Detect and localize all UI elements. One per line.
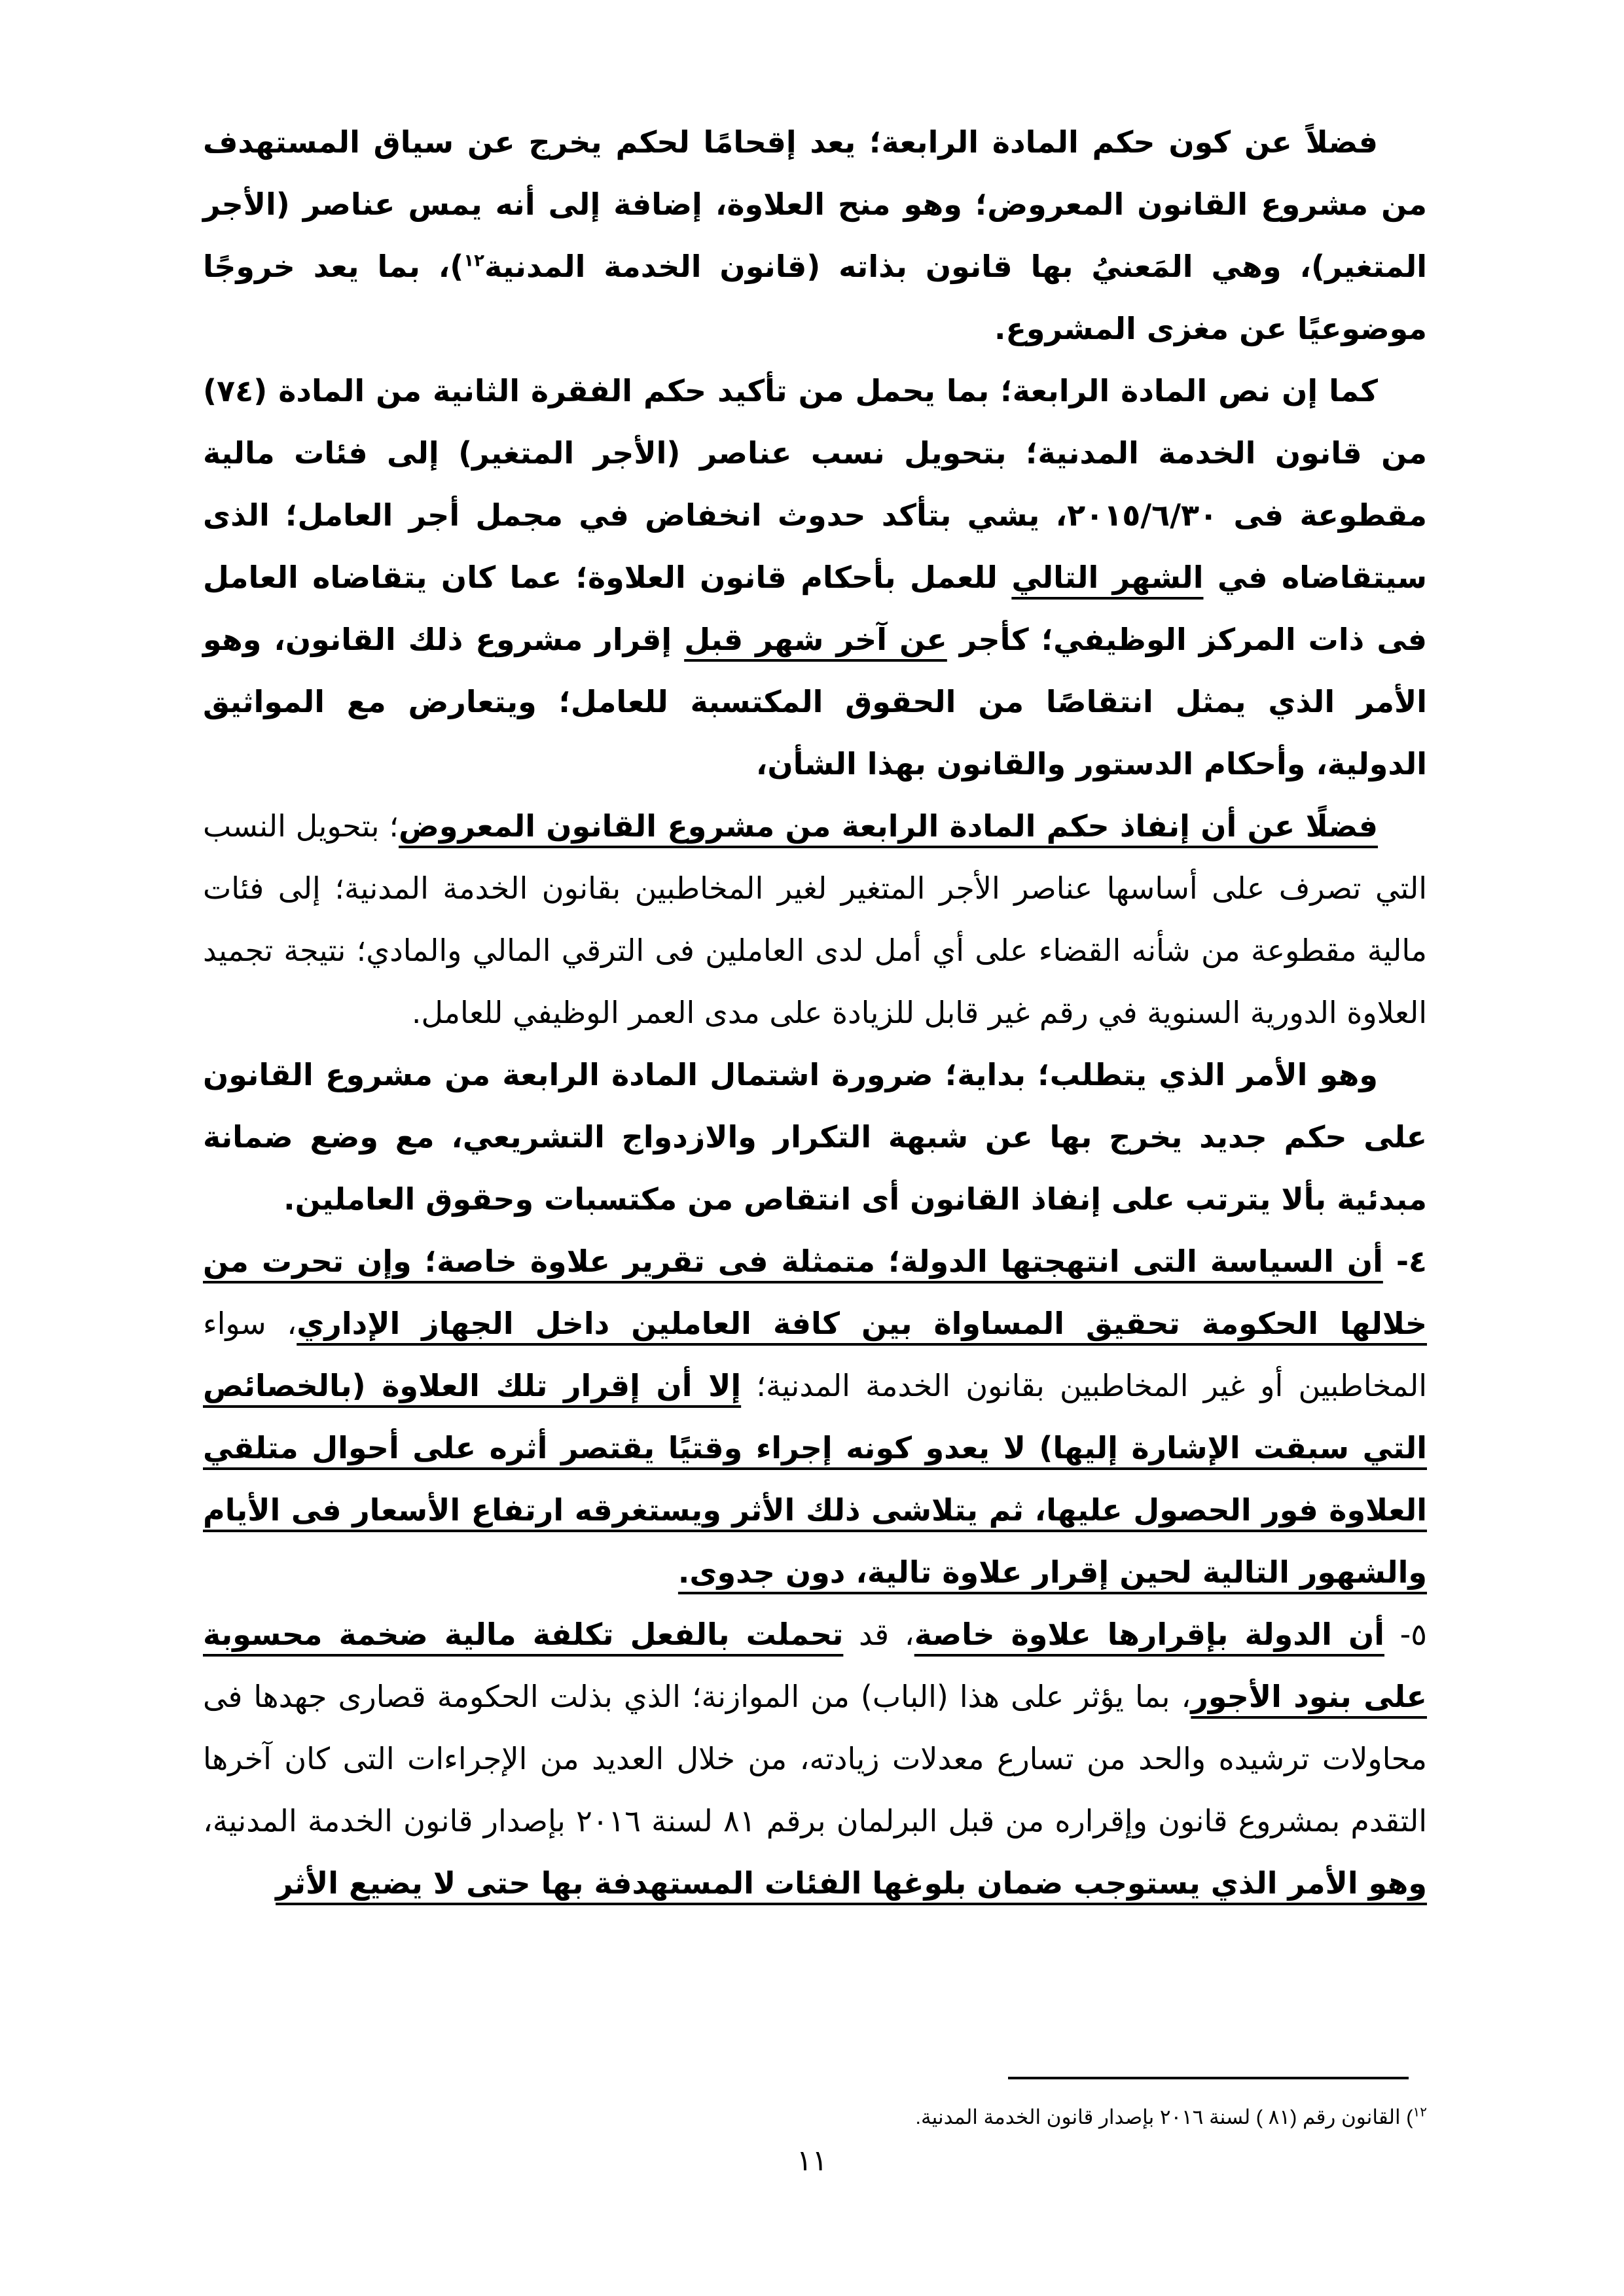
text-run: للعمل بأحكام قانون العلاوة؛ عما كان يتقاضاه العامل فى ذات المركز الوظيفي؛ كأجر	[203, 560, 1427, 657]
text-run: )، بما يعد خروجًا موضوعيًا عن مغزى المشروع.	[203, 249, 1427, 346]
text-run: إقرار مشروع ذلك القانون، وهو الأمر الذي يمثل انتقاصًا من الحقوق المكتسبة للعامل؛ ويتعارض مع المواثيق الدولية، وأحكام الدستور والقانون بهذا الشأن،	[203, 622, 1427, 781]
underlined-text-run: الشهر التالي	[1011, 560, 1204, 595]
footnote-mark: ١٢	[1413, 2105, 1427, 2120]
paragraph-2	[203, 360, 1427, 795]
footnote-separator	[1008, 2077, 1409, 2079]
paragraph-5-item-4	[203, 1230, 1427, 1604]
list-number: ٤-	[1382, 1244, 1427, 1279]
text-run: ، بما يؤثر على هذا (الباب) من الموازنة؛ الذي بذلت الحكومة قصارى جهدها فى محاولات ترشيده والحد من تسارع معدلات زيادته، من خلال العديد من الإجراءات التى كان آخرها التقدم بمشروع قانون وإقراره من قبل البرلمان برقم ٨١ لسنة ٢٠١٦ بإصدار قانون الخدمة المدنية،	[203, 1679, 1428, 1839]
page-number: ١١	[796, 2145, 828, 2177]
list-number: ٥-	[1384, 1617, 1427, 1652]
paragraph-4	[203, 1044, 1427, 1230]
text-run: كما إن نص المادة الرابعة؛ بما يحمل من تأكيد حكم الفقرة الثانية من المادة (٧٤) من قانون الخدمة المدنية؛ بتحويل نسب عناصر (الأجر المتغير) إلى فئات مالية مقطوعة فى ٢٠١٥/٦/٣٠، يشي بتأكد حدوث انخفاض في مجمل أجر العامل؛ الذى سيتقاضاه في	[203, 373, 1427, 595]
text-run: وهو الأمر الذي يتطلب؛ بداية؛ ضرورة اشتمال المادة الرابعة من مشروع القانون على حكم جديد يخرج بها عن شبهة التكرار والازدواج التشريعي، مع وضع ضمانة مبدئية بألا يترتب على إنفاذ القانون أى انتقاص من مكتسبات وحقوق العاملين.	[203, 1057, 1427, 1217]
underlined-text-run: تحملت بالفعل تكلفة مالية ضخمة محسوبة على بنود الأجور	[203, 1617, 1427, 1714]
footnote-12	[203, 2104, 1427, 2130]
underlined-text-run: عن آخر شهر قبل	[684, 622, 947, 657]
paragraph-1	[203, 111, 1427, 360]
paragraph-6-item-5	[203, 1604, 1427, 1914]
text-run: ؛ بتحويل النسب التي تصرف على أساسها عناصر الأجر المتغير لغير المخاطبين بقانون الخدمة المدنية؛ إلى فئات مالية مقطوعة من شأنه القضاء على أي أمل لدى العاملين فى الترقي المالي والمادي؛ نتيجة تجميد العلاوة الدورية السنوية في رقم غير قابل للزيادة على مدى العمر الوظيفي للعامل.	[203, 808, 1427, 1030]
underlined-text-run: فضلًا عن أن إنفاذ حكم المادة الرابعة من مشروع القانون المعروض	[399, 808, 1378, 844]
underlined-text-run: أن السياسة التى انتهجتها الدولة؛ متمثلة فى تقرير علاوة خاصة؛ وإن تحرت من خلالها الحكومة تحقيق المساواة بين كافة العاملين داخل الجهاز الإداري	[203, 1244, 1427, 1341]
text-run: ، سواء المخاطبين أو غير المخاطبين بقانون الخدمة المدنية؛	[203, 1306, 1427, 1403]
footnote-reference[interactable]: ١٢	[463, 251, 485, 271]
document-body	[203, 111, 1427, 1914]
paragraph-3	[203, 795, 1427, 1044]
text-run: ، قد	[843, 1617, 914, 1652]
underlined-text-run: إلا أن إقرار تلك العلاوة (بالخصائص التي سبقت الإشارة إليها) لا يعدو كونه إجراء وقتيًا يقتصر أثره على أحوال متلقي العلاوة فور الحصول عليها، ثم يتلاشى ذلك الأثر ويستغرقه ارتفاع الأسعار فى الأيام والشهور التالية لحين إقرار علاوة تالية، دون جدوى.	[203, 1368, 1427, 1590]
footnote-text: ) القانون رقم (٨١ ) لسنة ٢٠١٦ بإصدار قانون الخدمة المدنية.	[915, 2106, 1413, 2128]
underlined-text-run: أن الدولة بإقرارها علاوة خاصة	[914, 1617, 1384, 1652]
underlined-text-run: وهو الأمر الذي يستوجب ضمان بلوغها الفئات المستهدفة بها حتى لا يضيع الأثر	[276, 1865, 1427, 1901]
text-run: فضلاً عن كون حكم المادة الرابعة؛ يعد إقحامًا لحكم يخرج عن سياق المستهدف من مشروع القانون المعروض؛ وهو منح العلاوة، إضافة إلى أنه يمس عناصر (الأجر المتغير)، وهي المَعنيُ بها قانون بذاته (قانون الخدمة المدنية	[203, 124, 1427, 284]
